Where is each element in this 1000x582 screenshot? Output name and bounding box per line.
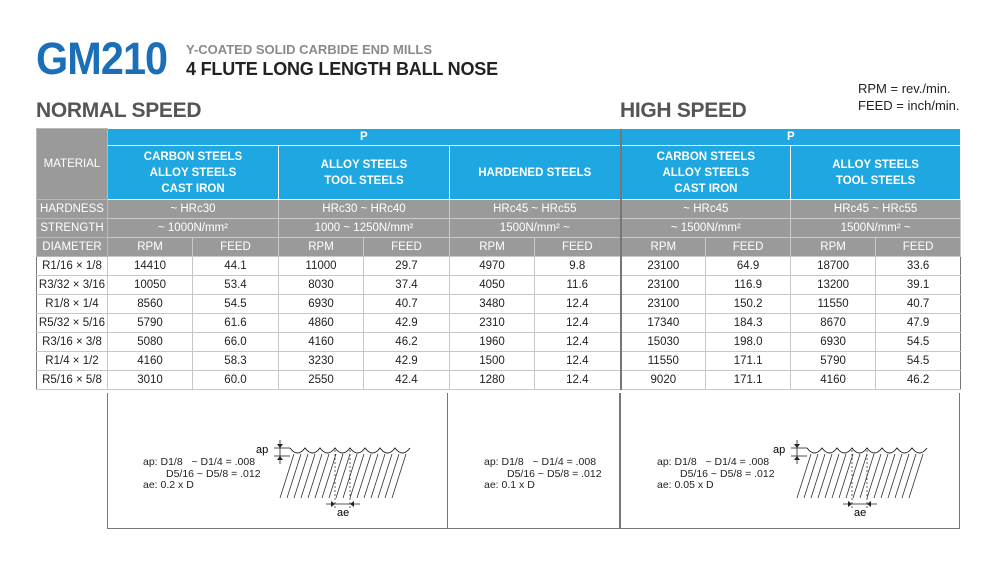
rpm-cell: 2310 — [450, 314, 535, 333]
rpm-cell: 8560 — [108, 295, 193, 314]
feed-cell: 44.1 — [193, 257, 279, 276]
rpm-cell: 4160 — [108, 352, 193, 371]
feed-header: FEED — [535, 238, 621, 257]
feed-header: FEED — [706, 238, 791, 257]
feed-cell: 9.8 — [535, 257, 621, 276]
ap-ae-diagram-high — [767, 436, 937, 524]
feed-cell: 171.1 — [706, 371, 791, 390]
product-title: 4 FLUTE LONG LENGTH BALL NOSE — [186, 59, 498, 79]
rpm-cell: 11550 — [791, 295, 876, 314]
diameter-cell: R5/16 × 5/8 — [37, 371, 108, 390]
feed-cell: 29.7 — [364, 257, 450, 276]
feed-cell: 40.7 — [876, 295, 961, 314]
rpm-cell: 10050 — [108, 276, 193, 295]
rpm-cell: 15030 — [621, 333, 706, 352]
cutting-note-normal: ap: D1/8 ~ D1/4 = .008 D5/16 ~ D5/8 = .012 ae: 0.2 x D — [143, 456, 261, 491]
rpm-cell: 4160 — [791, 371, 876, 390]
diameter-cell: R1/8 × 1/4 — [37, 295, 108, 314]
normal-speed-heading: NORMAL SPEED — [36, 99, 202, 122]
group-p-high: P — [621, 129, 961, 146]
hardness-value: HRc45 ~ HRc55 — [450, 200, 621, 219]
feed-cell: 47.9 — [876, 314, 961, 333]
rpm-cell: 1280 — [450, 371, 535, 390]
feed-cell: 12.4 — [535, 314, 621, 333]
feed-cell: 54.5 — [876, 352, 961, 371]
rpm-unit: RPM = rev./min. — [858, 81, 951, 96]
material-header: MATERIAL — [37, 129, 108, 200]
table-row — [37, 276, 961, 295]
feed-cell: 12.4 — [535, 352, 621, 371]
rpm-cell: 11550 — [621, 352, 706, 371]
high-speed-heading: HIGH SPEED — [620, 99, 747, 122]
feed-cell: 11.6 — [535, 276, 621, 295]
product-subtitle: Y-COATED SOLID CARBIDE END MILLS — [186, 42, 433, 57]
rpm-cell: 6930 — [791, 333, 876, 352]
table-row — [37, 295, 961, 314]
feed-cell: 150.2 — [706, 295, 791, 314]
ap-label: ap — [256, 444, 269, 456]
feed-cell: 184.3 — [706, 314, 791, 333]
rpm-cell: 4860 — [279, 314, 364, 333]
diameter-cell: R3/16 × 3/8 — [37, 333, 108, 352]
rpm-cell: 5080 — [108, 333, 193, 352]
rpm-cell: 14410 — [108, 257, 193, 276]
strength-value: 1500N/mm² ~ — [450, 219, 621, 238]
material-carbon-high: CARBON STEELS ALLOY STEELS CAST IRON — [621, 146, 791, 200]
feed-cell: 58.3 — [193, 352, 279, 371]
rpm-cell: 9020 — [621, 371, 706, 390]
diameter-cell: R5/32 × 5/16 — [37, 314, 108, 333]
material-alloy-high: ALLOY STEELS TOOL STEELS — [791, 146, 961, 200]
rpm-cell: 3230 — [279, 352, 364, 371]
feed-cell: 54.5 — [193, 295, 279, 314]
feed-cell: 54.5 — [876, 333, 961, 352]
feed-cell: 46.2 — [364, 333, 450, 352]
rpm-header: RPM — [621, 238, 706, 257]
diameter-cell: R1/16 × 1/8 — [37, 257, 108, 276]
ap-label: ap — [773, 444, 786, 456]
rpm-cell: 1960 — [450, 333, 535, 352]
diameter-cell: R1/4 × 1/2 — [37, 352, 108, 371]
feed-cell: 61.6 — [193, 314, 279, 333]
rpm-cell: 4160 — [279, 333, 364, 352]
cutting-note-hardened: ap: D1/8 ~ D1/4 = .008 D5/16 ~ D5/8 = .012 ae: 0.1 x D — [484, 456, 602, 491]
frame-bottom — [107, 528, 960, 529]
feed-header: FEED — [364, 238, 450, 257]
table-row — [37, 352, 961, 371]
rpm-cell: 18700 — [791, 257, 876, 276]
rpm-cell: 3010 — [108, 371, 193, 390]
model-number: GM210 — [36, 33, 168, 84]
frame-line — [959, 393, 960, 529]
frame-line — [619, 393, 621, 529]
feed-cell: 40.7 — [364, 295, 450, 314]
rpm-cell: 5790 — [108, 314, 193, 333]
rpm-header: RPM — [791, 238, 876, 257]
rpm-cell: 3480 — [450, 295, 535, 314]
feed-cell: 46.2 — [876, 371, 961, 390]
diameter-cell: R3/32 × 3/16 — [37, 276, 108, 295]
cutting-conditions-table — [36, 128, 961, 390]
feed-cell: 64.9 — [706, 257, 791, 276]
strength-value: ~ 1500N/mm² — [621, 219, 791, 238]
feed-cell: 37.4 — [364, 276, 450, 295]
material-carbon-normal: CARBON STEELS ALLOY STEELS CAST IRON — [108, 146, 279, 200]
feed-cell: 42.4 — [364, 371, 450, 390]
rpm-cell: 17340 — [621, 314, 706, 333]
rpm-cell: 8670 — [791, 314, 876, 333]
frame-line — [107, 393, 108, 529]
cutting-note-high: ap: D1/8 ~ D1/4 = .008 D5/16 ~ D5/8 = .012 ae: 0.05 x D — [657, 456, 775, 491]
rpm-cell: 8030 — [279, 276, 364, 295]
hardness-value: HRc30 ~ HRc40 — [279, 200, 450, 219]
rpm-header: RPM — [108, 238, 193, 257]
strength-header: STRENGTH — [37, 219, 108, 238]
feed-cell: 12.4 — [535, 333, 621, 352]
rpm-cell: 23100 — [621, 276, 706, 295]
rpm-cell: 23100 — [621, 295, 706, 314]
feed-header: FEED — [876, 238, 961, 257]
feed-cell: 39.1 — [876, 276, 961, 295]
feed-header: FEED — [193, 238, 279, 257]
rpm-cell: 13200 — [791, 276, 876, 295]
hardness-value: ~ HRc45 — [621, 200, 791, 219]
rpm-cell: 4050 — [450, 276, 535, 295]
table-row — [37, 333, 961, 352]
table-row — [37, 371, 961, 390]
hardness-value: HRc45 ~ HRc55 — [791, 200, 961, 219]
ae-label: ae — [854, 507, 867, 519]
rpm-cell: 6930 — [279, 295, 364, 314]
rpm-cell: 23100 — [621, 257, 706, 276]
strength-value: 1000 ~ 1250N/mm² — [279, 219, 450, 238]
feed-cell: 42.9 — [364, 314, 450, 333]
rpm-cell: 5790 — [791, 352, 876, 371]
feed-cell: 12.4 — [535, 371, 621, 390]
material-alloy-normal: ALLOY STEELS TOOL STEELS — [279, 146, 450, 200]
frame-line — [447, 393, 448, 529]
feed-cell: 66.0 — [193, 333, 279, 352]
feed-cell: 171.1 — [706, 352, 791, 371]
feed-cell: 60.0 — [193, 371, 279, 390]
feed-cell: 116.9 — [706, 276, 791, 295]
table-row — [37, 257, 961, 276]
rpm-cell: 1500 — [450, 352, 535, 371]
strength-value: 1500N/mm² ~ — [791, 219, 961, 238]
rpm-cell: 11000 — [279, 257, 364, 276]
hardness-header: HARDNESS — [37, 200, 108, 219]
units-legend — [858, 80, 960, 114]
rpm-cell: 4970 — [450, 257, 535, 276]
diameter-header: DIAMETER — [37, 238, 108, 257]
feed-cell: 33.6 — [876, 257, 961, 276]
table-row — [37, 314, 961, 333]
ae-label: ae — [337, 507, 350, 519]
hardness-value: ~ HRc30 — [108, 200, 279, 219]
feed-cell: 12.4 — [535, 295, 621, 314]
feed-cell: 42.9 — [364, 352, 450, 371]
feed-cell: 53.4 — [193, 276, 279, 295]
rpm-header: RPM — [450, 238, 535, 257]
rpm-header: RPM — [279, 238, 364, 257]
material-hardened: HARDENED STEELS — [450, 146, 621, 200]
strength-value: ~ 1000N/mm² — [108, 219, 279, 238]
table-body — [37, 257, 961, 390]
feed-cell: 198.0 — [706, 333, 791, 352]
rpm-cell: 2550 — [279, 371, 364, 390]
feed-unit: FEED = inch/min. — [858, 98, 960, 113]
ap-ae-diagram-normal — [250, 436, 420, 524]
group-p-normal: P — [108, 129, 621, 146]
